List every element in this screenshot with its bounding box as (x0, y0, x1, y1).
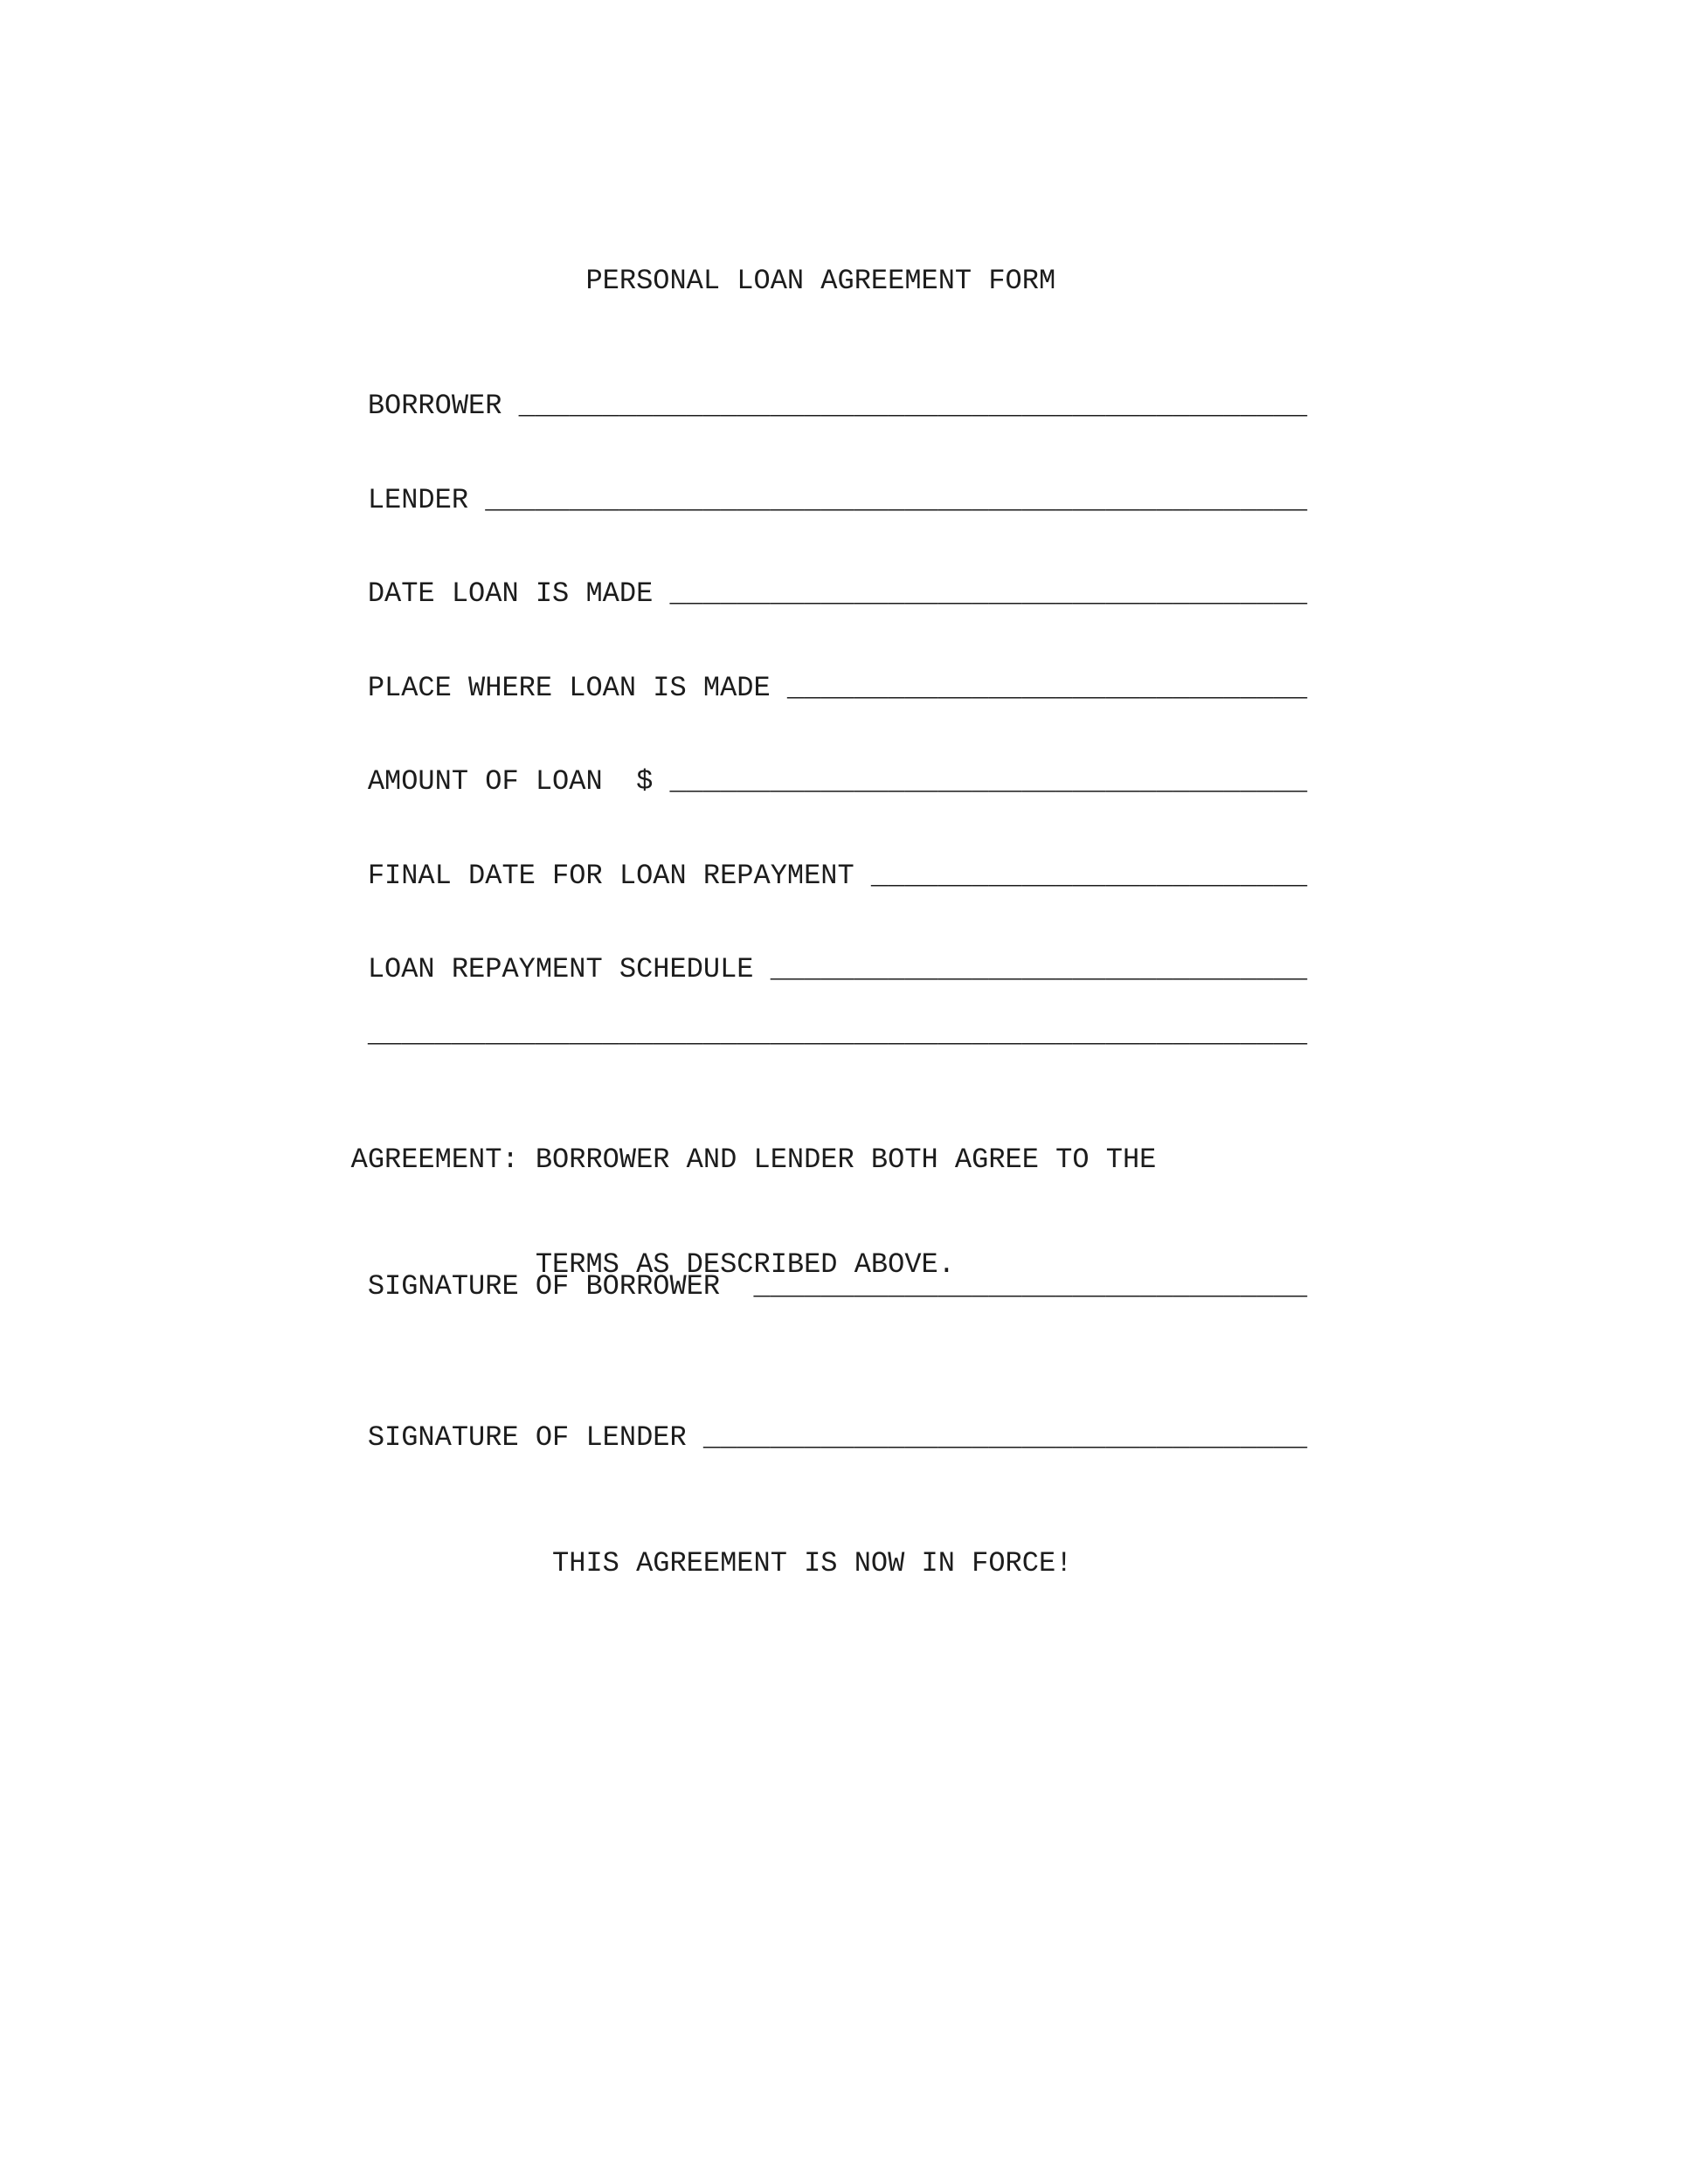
field-blank-line: _________________________________________________ (485, 484, 1308, 516)
field-blank-line: ______________________________________ (669, 577, 1308, 610)
document-title (301, 229, 1244, 334)
field-label: SIGNATURE OF BORROWER (367, 1270, 754, 1303)
document-title-text: PERSONAL LOAN AGREEMENT FORM (585, 265, 1056, 297)
field-label: FINAL DATE FOR LOAN REPAYMENT (367, 860, 871, 892)
field-label: LENDER (367, 484, 486, 516)
field-label: BORROWER (367, 390, 519, 422)
field-label: AMOUNT OF LOAN $ (367, 765, 670, 798)
field-blank-line: ________________________________________________________ (367, 1018, 1308, 1050)
field-signature-of-borrower (301, 1234, 1308, 1339)
signature-blank-line: _________________________________ (753, 1270, 1308, 1303)
field-signature-of-lender (301, 1386, 1308, 1490)
agreement-in-force-statement (301, 1511, 1244, 1616)
field-label: SIGNATURE OF LENDER (367, 1421, 703, 1454)
field-amount-of-loan (301, 729, 1308, 834)
field-blank-line: ______________________________________ (669, 765, 1308, 798)
field-lender (301, 448, 1308, 553)
field-blank-line: _______________________________ (786, 672, 1308, 704)
field-blank-line: ________________________________ (770, 953, 1308, 985)
field-label: PLACE WHERE LOAN IS MADE (367, 672, 787, 704)
agreement-statement-line2: TERMS AS DESCRIBED ABOVE. (535, 1248, 955, 1281)
schedule-continuation-blank-line (301, 982, 1308, 1087)
signature-blank-line: ____________________________________ (702, 1421, 1308, 1454)
field-date-loan-is-made (301, 542, 1308, 646)
field-place-where-loan-is-made (301, 636, 1308, 741)
field-final-date-for-loan-repayment (301, 824, 1308, 929)
agreement-in-force-text: THIS AGREEMENT IS NOW IN FORCE! (552, 1547, 1073, 1579)
field-label: DATE LOAN IS MADE (367, 577, 670, 610)
field-blank-line: __________________________ (870, 860, 1308, 892)
agreement-statement-line1: AGREEMENT: BORROWER AND LENDER BOTH AGREE TO THE (350, 1144, 1157, 1176)
field-blank-line: _______________________________________________ (518, 390, 1308, 422)
field-label: LOAN REPAYMENT SCHEDULE (367, 953, 771, 985)
field-borrower (301, 354, 1308, 459)
